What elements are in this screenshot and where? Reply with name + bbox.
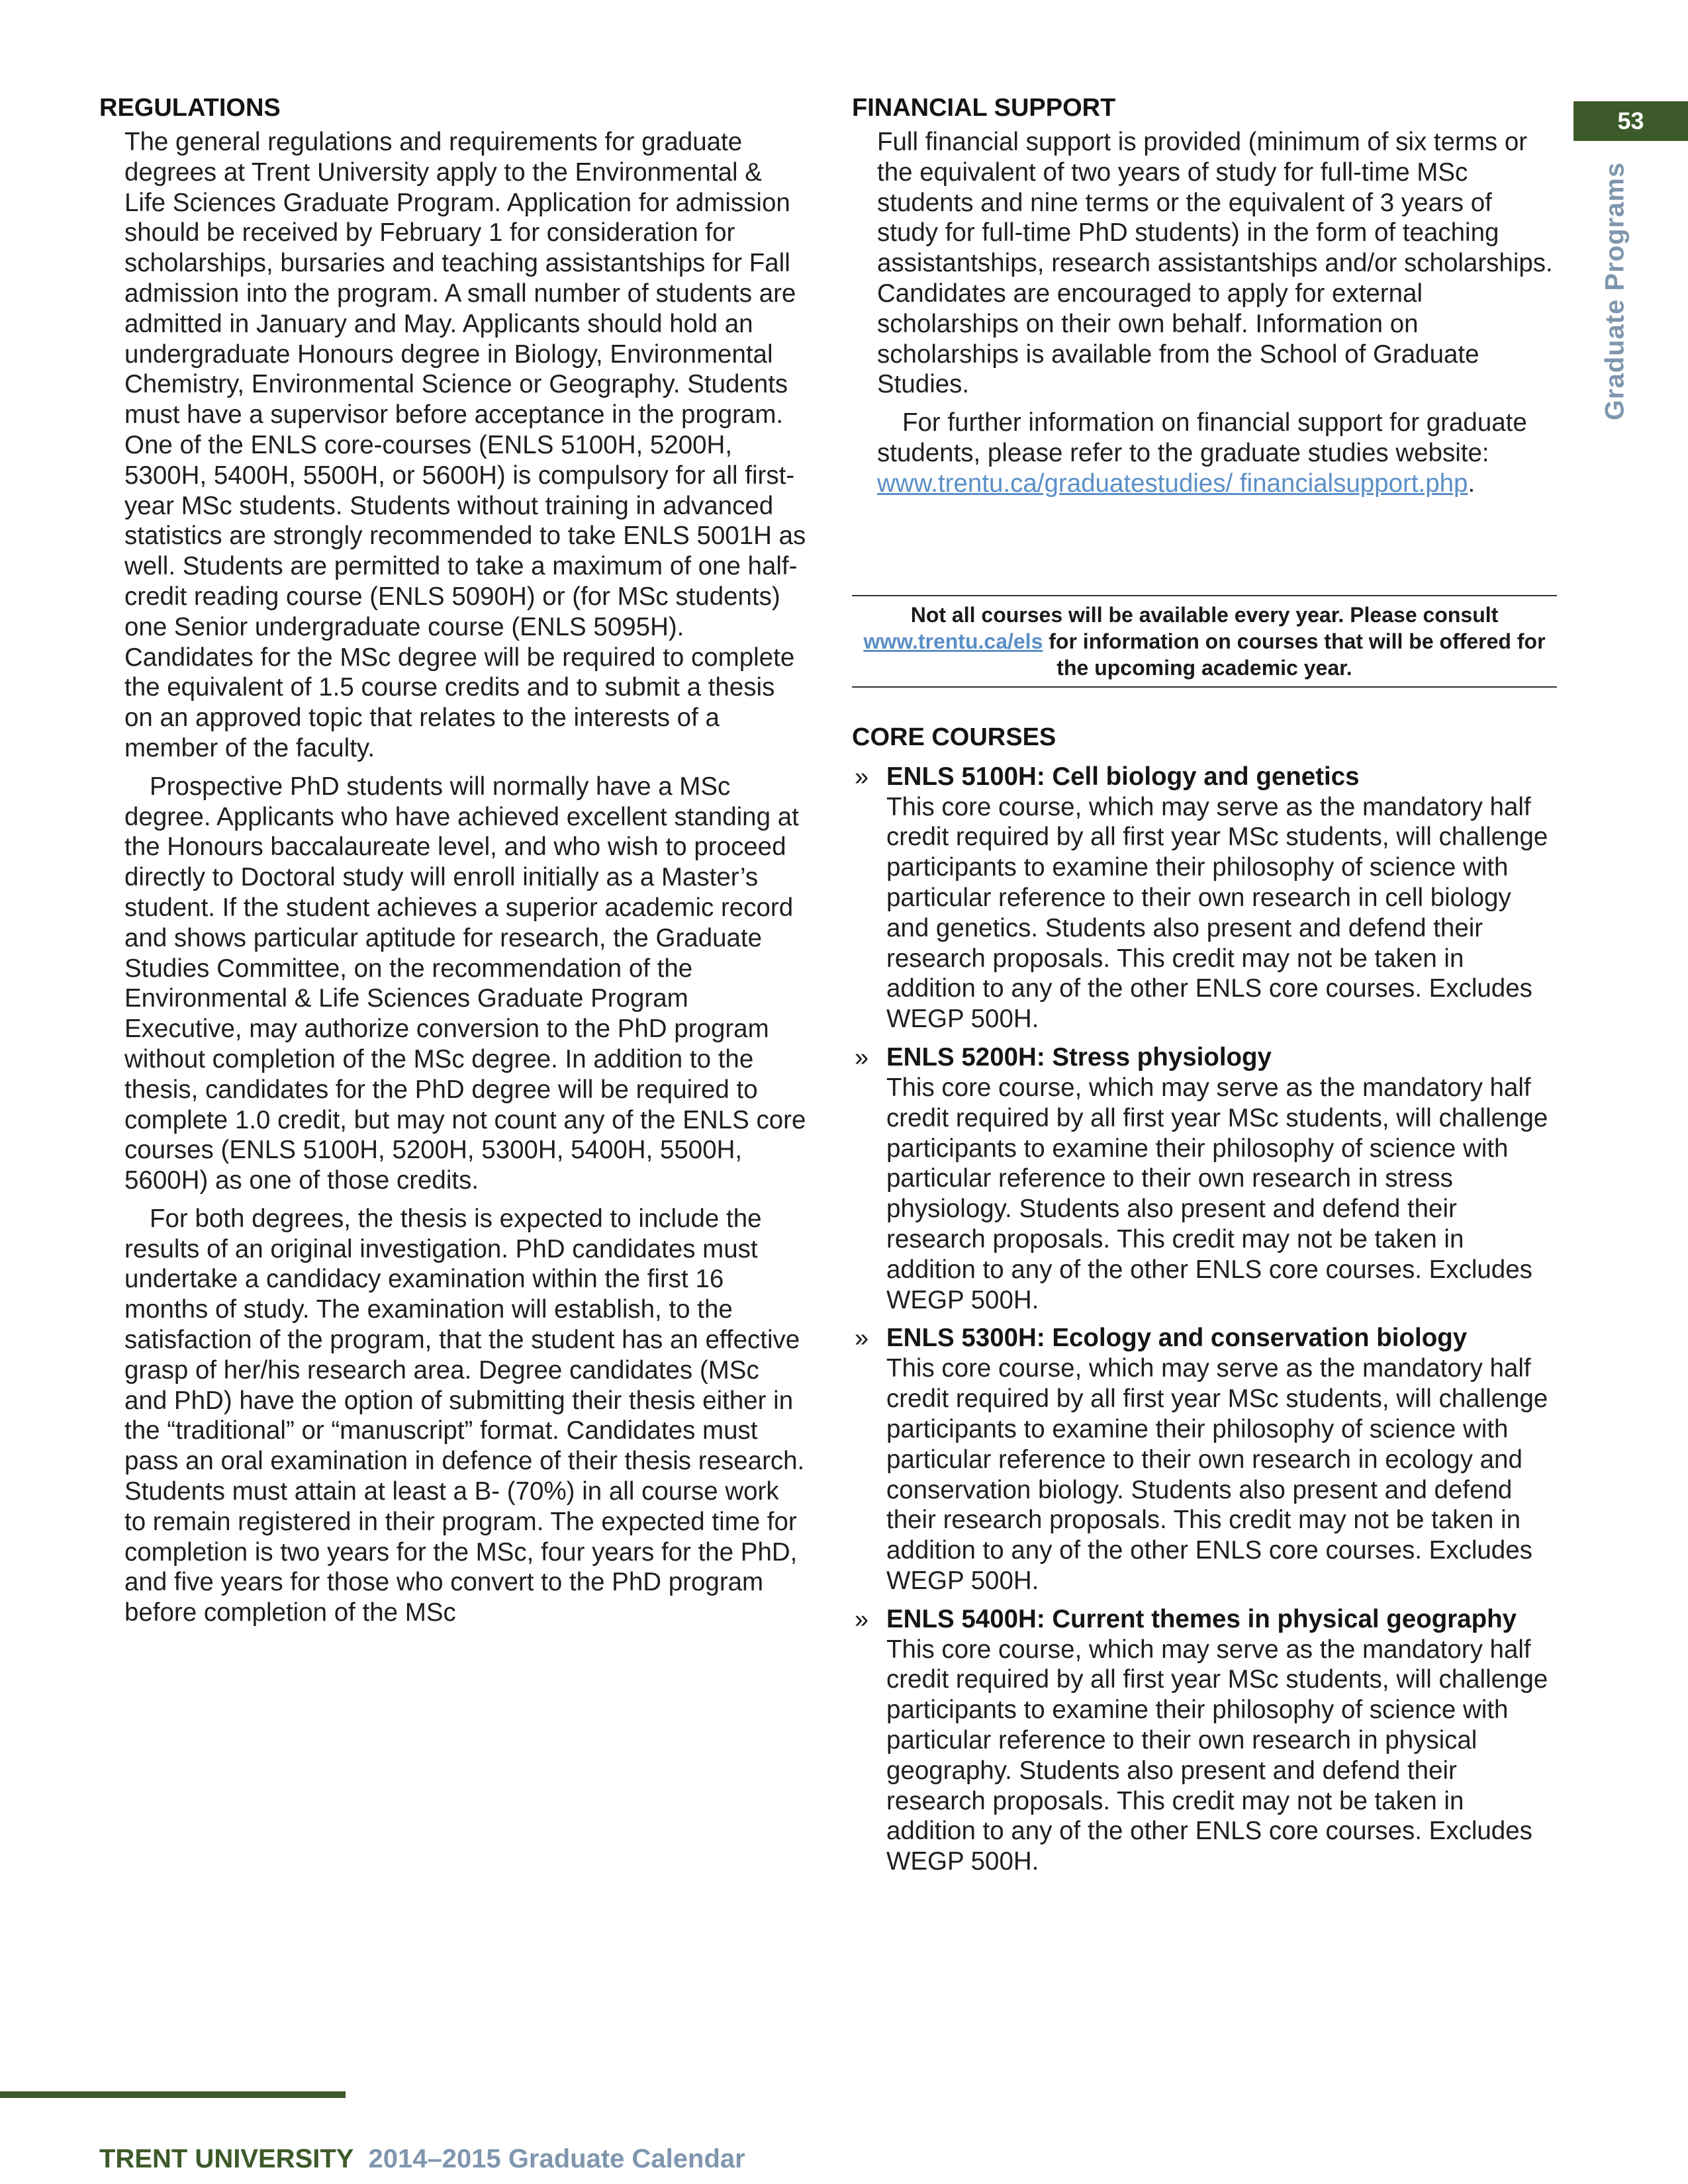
course-description: This core course, which may serve as the mandatory half credit required by all first year MSc students, will challenge participants to examine their philosophy of science with particular reference to their own research in ecology and conservation biology. Students also present and defend their research proposals. This credit may not be taken in addition to any of the other ENLS core courses. Excludes WEGP 500H. — [886, 1354, 1548, 1595]
notice-line-2: for information on courses that will be offered for the upcoming academic year. — [1043, 629, 1546, 680]
core-courses-heading: CORE COURSES — [852, 723, 1056, 751]
financial-paragraph-2-text: For further information on financial support for graduate students, please refer to the graduate studies website: — [877, 408, 1527, 467]
course-item — [852, 1323, 1557, 1596]
course-title: ENLS 5200H: Stress physiology — [886, 1042, 1272, 1071]
course-availability-notice — [852, 595, 1557, 688]
course-title: ENLS 5300H: Ecology and conservation biology — [886, 1324, 1468, 1353]
notice-line-1: Not all courses will be available every year. Please consult — [910, 602, 1499, 627]
course-item — [852, 1042, 1557, 1315]
bullet-icon: » — [855, 1324, 869, 1353]
bullet-icon: » — [855, 1043, 869, 1071]
footer-calendar: 2014–2015 Graduate Calendar — [368, 2144, 745, 2173]
course-item — [852, 1604, 1557, 1877]
regulations-heading: REGULATIONS — [99, 94, 281, 122]
financial-support-heading: FINANCIAL SUPPORT — [852, 94, 1116, 122]
right-column — [852, 91, 1557, 1884]
financial-support-link[interactable]: www.trentu.ca/graduatestudies/ financialsupport.php — [877, 469, 1468, 498]
els-website-link[interactable]: www.trentu.ca/els — [863, 629, 1043, 653]
regulations-paragraph-3: For both degrees, the thesis is expected to include the results of an original investigation. PhD candidates must undertake a candidacy examination within the first 16 months of study. The examination will establish, to the satisfaction of the program, that the student has an effective grasp of her/his research area. Degree candidates (MSc and PhD) have the option of submitting their thesis either in the “traditional” or “manuscript” format. Candidates must pass an oral examination in defence of their thesis research. Students must attain at least a B- (70%) in all course work to remain registered in their program. The expected time for completion is two years for the MSc, four years for the PhD, and five years for those who convert to the PhD program before completion of the MSc — [124, 1204, 805, 1627]
regulations-paragraph-2: Prospective PhD students will normally have a MSc degree. Applicants who have achieved excellent standing at the Honours baccalaureate level, and who wish to proceed directly to Doctoral study will enroll initially as a Master’s student. If the student achieves a superior academic record and shows particular aptitude for research, the Graduate Studies Committee, on the recommendation of the Environmental & Life Sciences Graduate Program Executive, may authorize conversion to the PhD program without completion of the MSc degree. In addition to the thesis, candidates for the PhD degree will be required to complete 1.0 credit, but may not count any of the ENLS core courses (ENLS 5100H, 5200H, 5300H, 5400H, 5500H, 5600H) as one of those credits. — [124, 772, 806, 1195]
course-description: This core course, which may serve as the mandatory half credit required by all first year MSc students, will challenge participants to examine their philosophy of science with particular reference to their own research in cell biology and genetics. Students also present and defend their research proposals. This credit may not be taken in addition to any of the other ENLS core courses. Excludes WEGP 500H. — [886, 792, 1548, 1034]
course-description: This core course, which may serve as the mandatory half credit required by all first year MSc students, will challenge participants to examine their philosophy of science with particular reference to their own research in physical geography. Students also present and defend their research proposals. This credit may not be taken in addition to any of the other ENLS core courses. Excludes WEGP 500H. — [886, 1635, 1548, 1876]
course-item — [852, 762, 1557, 1034]
course-title: ENLS 5100H: Cell biology and genetics — [886, 762, 1360, 791]
regulations-paragraph-1: The general regulations and requirements for graduate degrees at Trent University apply to the Environmental & Life Sciences Graduate Program. Application for admission should be received by February 1 for consideration for scholarships, bursaries and teaching assistantships for Fall admission into the program. A small number of students are admitted in January and May. Applicants should hold an undergraduate Honours degree in Biology, Environmental Chemistry, Environmental Science or Geography. Students must have a supervisor before acceptance in the program. One of the ENLS core-courses (ENLS 5100H, 5200H, 5300H, 5400H, 5500H, or 5600H) is compulsory for all first-year MSc students. Students without training in advanced statistics are strongly recommended to take ENLS 5001H as well. Students are permitted to take a maximum of one half-credit reading course (ENLS 5090H) or (for MSc students) one Senior undergraduate course (ENLS 5095H). Candidates for the MSc degree will be required to complete the equivalent of 1.5 course credits and to submit a thesis on an approved topic that relates to the interests of a member of the faculty. — [124, 128, 806, 762]
footer-rule — [0, 2091, 346, 2098]
page-number-tab: 53 — [1573, 101, 1688, 141]
course-description: This core course, which may serve as the mandatory half credit required by all first year MSc students, will challenge participants to examine their philosophy of science with particular reference to their own research in stress physiology. Students also present and defend their research proposals. This credit may not be taken in addition to any of the other ENLS core courses. Excludes WEGP 500H. — [886, 1073, 1548, 1314]
bullet-icon: » — [855, 1605, 869, 1633]
financial-paragraph-1: Full financial support is provided (minimum of six terms or the equivalent of two years of study for full-time MSc students and nine terms or the equivalent of 3 years of study for full-time PhD students) in the form of teaching assistantships, research assistantships and/or scholarships. Candidates are encouraged to apply for external scholarships on their own behalf. Information on scholarships is available from the School of Graduate Studies. — [877, 128, 1553, 399]
left-column — [99, 91, 806, 1636]
course-title: ENLS 5400H: Current themes in physical geography — [886, 1604, 1517, 1633]
footer-university: TRENT UNIVERSITY — [99, 2144, 354, 2173]
bullet-icon: » — [855, 762, 869, 791]
page-footer — [99, 2144, 745, 2174]
financial-paragraph-2 — [877, 408, 1557, 498]
financial-paragraph-2-end: . — [1468, 469, 1476, 498]
section-side-label: Graduate Programs — [1600, 161, 1630, 421]
